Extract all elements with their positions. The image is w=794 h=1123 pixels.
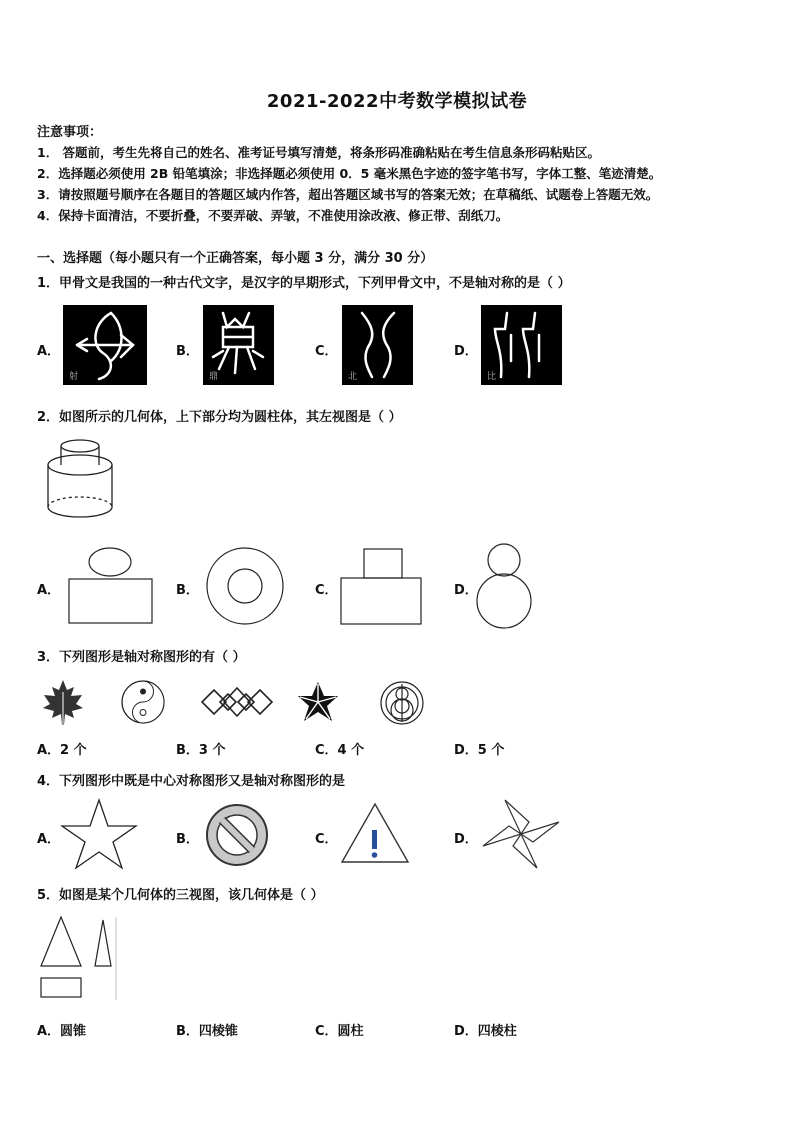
q2-view-d	[476, 542, 536, 632]
q5-option-a[interactable]: A．圆锥	[37, 1024, 87, 1039]
q1-option-b[interactable]: B．	[176, 344, 199, 359]
q5-three-views	[38, 914, 120, 1002]
pentagon-flower-icon	[296, 680, 340, 724]
oracle-glyph-bei	[342, 305, 413, 385]
q2-cylinder-solid	[40, 435, 112, 525]
notice-heading: 注意事项：	[37, 125, 103, 140]
q3-option-c[interactable]: C．4 个	[315, 743, 365, 758]
q1-option-d[interactable]: D．	[454, 344, 478, 359]
yin-yang-icon	[120, 679, 166, 725]
q2-view-c	[340, 548, 422, 626]
q2-option-a[interactable]: A．	[37, 583, 61, 598]
notice-item: 4．保持卡面清洁，不要折叠，不要弄破、弄皱，不准使用涂改液、修正带、刮纸刀。	[37, 208, 509, 223]
q3-option-b[interactable]: B．3 个	[176, 743, 226, 758]
nested-circles-icon	[379, 680, 425, 726]
q5-option-b[interactable]: B．四棱锥	[176, 1024, 238, 1039]
glyph-caption: 比	[487, 372, 497, 382]
q2-view-b	[205, 546, 285, 626]
q4-option-d[interactable]: D．	[454, 832, 478, 847]
q4-option-b[interactable]: B．	[176, 832, 199, 847]
q2-view-a	[68, 545, 154, 627]
star-icon	[60, 798, 138, 870]
q1-text: 1．甲骨文是我国的一种古代文字，是汉字的早期形式，下列甲骨文中，不是轴对称的是（ ）	[37, 276, 571, 291]
knot-pattern-icon	[200, 684, 274, 720]
page-title: 2021-2022中考数学模拟试卷	[266, 91, 528, 112]
oracle-glyph-ding	[203, 305, 274, 385]
q1-option-c[interactable]: C．	[315, 344, 338, 359]
warning-triangle-icon	[340, 802, 410, 864]
section-heading: 一、选择题（每小题只有一个正确答案，每小题 3 分，满分 30 分）	[37, 251, 434, 266]
q2-option-c[interactable]: C．	[315, 583, 338, 598]
q4-option-c[interactable]: C．	[315, 832, 338, 847]
notice-item: 1． 答题前，考生先将自己的姓名、准考证号填写清楚，将条形码准确粘贴在考生信息条形码粘贴区。	[37, 145, 601, 160]
glyph-caption: 北	[348, 372, 358, 382]
q5-option-d[interactable]: D．四棱柱	[454, 1024, 517, 1039]
q3-option-d[interactable]: D．5 个	[454, 743, 505, 758]
q5-option-c[interactable]: C．圆柱	[315, 1024, 364, 1039]
q3-text: 3．下列图形是轴对称图形的有（ ）	[37, 650, 246, 665]
no-entry-sign-icon	[203, 801, 271, 869]
q2-option-b[interactable]: B．	[176, 583, 199, 598]
oracle-glyph-she	[63, 305, 147, 385]
pinwheel-icon	[481, 798, 561, 870]
notice-item: 3．请按照题号顺序在各题目的答题区域内作答，超出答题区域书写的答案无效；在草稿纸、试题卷上答题无效。	[37, 187, 659, 202]
maple-leaf-icon	[40, 678, 86, 726]
notice-item: 2．选择题必须使用 2B 铅笔填涂；非选择题必须使用 0．5 毫米黑色字迹的签字笔书写，字体工整、笔迹清楚。	[37, 166, 662, 181]
q2-option-d[interactable]: D．	[454, 583, 478, 598]
q4-text: 4．下列图形中既是中心对称图形又是轴对称图形的是	[37, 774, 346, 789]
q2-text: 2．如图所示的几何体，上下部分均为圆柱体，其左视图是（ ）	[37, 410, 402, 425]
glyph-caption: 鼎	[209, 372, 219, 382]
q4-option-a[interactable]: A．	[37, 832, 61, 847]
oracle-glyph-bi	[481, 305, 562, 385]
q1-option-a[interactable]: A．	[37, 344, 61, 359]
glyph-caption: 射	[69, 372, 79, 382]
q3-option-a[interactable]: A．2 个	[37, 743, 87, 758]
q5-text: 5．如图是某个几何体的三视图，该几何体是（ ）	[37, 888, 324, 903]
